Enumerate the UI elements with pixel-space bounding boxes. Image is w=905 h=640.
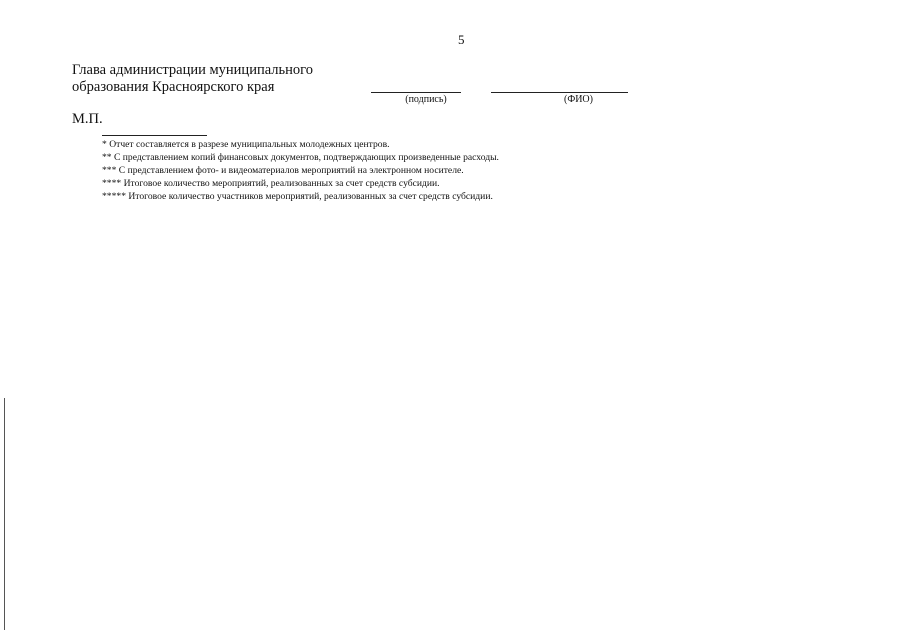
name-caption: (ФИО) xyxy=(563,94,593,105)
footnote-3: *** С представлением фото- и видеоматериалов мероприятий на электронном носителе. xyxy=(102,165,464,176)
signature-caption: (подпись) xyxy=(405,94,447,105)
footnote-2: ** С представлением копий финансовых документов, подтверждающих произведенные расходы. xyxy=(102,152,499,163)
footnote-5: ***** Итоговое количество участников мероприятий, реализованных за счет средств субсидии. xyxy=(102,191,493,202)
head-title-line-2: образования Красноярского края xyxy=(72,79,275,95)
footnotes xyxy=(102,138,499,203)
name-line xyxy=(491,92,628,93)
signature-line xyxy=(371,92,461,93)
seal-place-label: М.П. xyxy=(72,111,103,127)
footnote-separator xyxy=(102,135,207,136)
page-number: 5 xyxy=(458,32,465,47)
footnote-1: * Отчет составляется в разрезе муниципальных молодежных центров. xyxy=(102,139,390,150)
head-of-administration-title xyxy=(72,62,313,96)
head-title-line-1: Глава администрации муниципального xyxy=(72,62,313,78)
footnote-4: **** Итоговое количество мероприятий, реализованных за счет средств субсидии. xyxy=(102,178,440,189)
scan-edge-line xyxy=(4,398,5,630)
